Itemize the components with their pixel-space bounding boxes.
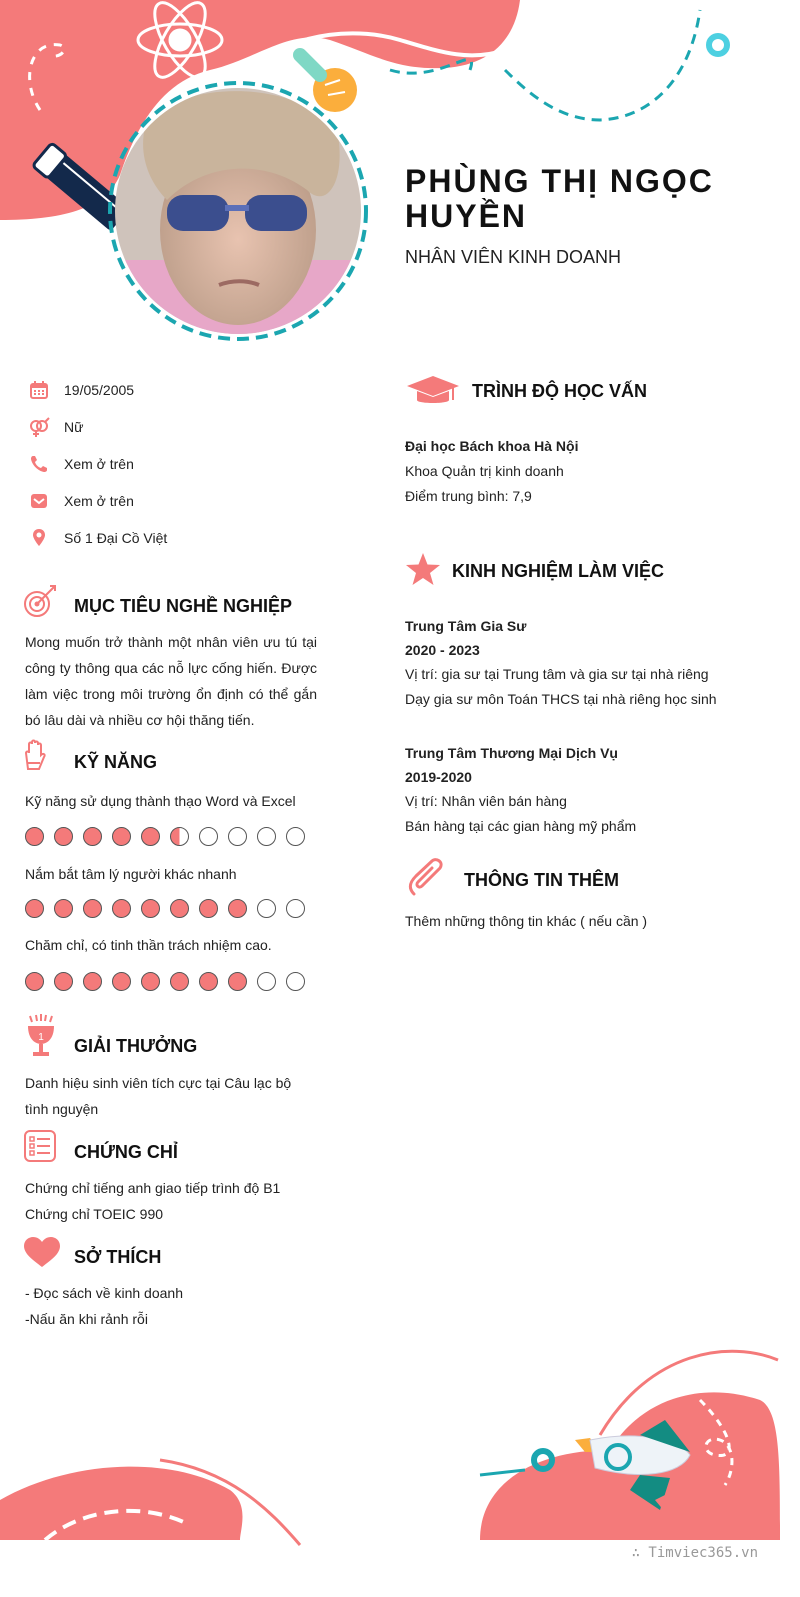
contact-email: [28, 489, 134, 513]
rating-dot: [141, 972, 160, 991]
candidate-name: PHÙNG THỊ NGỌC HUYỀN: [405, 163, 714, 234]
watermark: ∴ Timviec365.vn: [631, 1545, 758, 1561]
skill-label-1: Kỹ năng sử dụng thành thạo Word và Excel: [25, 793, 296, 809]
certificate-line-1: Chứng chỉ tiếng anh giao tiếp trình độ B1: [25, 1180, 281, 1196]
certificates-title: CHỨNG CHỈ: [74, 1142, 178, 1162]
job-2-company: Trung Tâm Thương Mại Dịch Vụ: [405, 745, 618, 761]
hobbies-title: SỞ THÍCH: [74, 1247, 162, 1267]
teal-ring-bottom: [534, 1451, 552, 1469]
calendar-icon: [28, 379, 50, 401]
skill-label-3: Chăm chỉ, có tinh thần trách nhiệm cao.: [25, 937, 272, 953]
graduation-cap-icon: [405, 374, 461, 413]
hobby-line-1: - Đọc sách về kinh doanh: [25, 1285, 183, 1301]
job-1-company: Trung Tâm Gia Sư: [405, 618, 527, 634]
rating-dot: [83, 827, 102, 846]
profile-photo: [107, 80, 369, 342]
contact-address: [28, 526, 168, 550]
heart-icon: [23, 1236, 61, 1273]
rating-dot: [228, 972, 247, 991]
rating-dot: [83, 972, 102, 991]
rating-dot: [286, 899, 305, 918]
rating-dot: [228, 827, 247, 846]
objective-text: Mong muốn trở thành một nhân viên ưu tú tại công ty thông qua các nỗ lực cống hiến. Được làm việc trong môi trường ổn định có thể gắn bó lâu dài và nhiều cơ hội thăng tiến.: [25, 634, 317, 728]
job-1-period: 2020 - 2023: [405, 642, 480, 658]
rating-dot: [25, 899, 44, 918]
awards-text: Danh hiệu sinh viên tích cực tại Câu lạc bộ tình nguyện: [25, 1075, 292, 1117]
email-icon: [28, 490, 50, 512]
job-1-desc: Dạy gia sư môn Toán THCS tại nhà riêng học sinh: [405, 691, 717, 707]
rating-dot: [286, 972, 305, 991]
objective-title: MỤC TIÊU NGHỀ NGHIỆP: [74, 596, 293, 616]
trophy-icon: [24, 1014, 58, 1063]
rating-dot: [228, 899, 247, 918]
gender-text: Nữ: [64, 419, 84, 435]
rating-dot: [257, 827, 276, 846]
rating-dot: [54, 972, 73, 991]
job-2-period: 2019-2020: [405, 769, 472, 785]
job-2-role: Vị trí: Nhân viên bán hàng: [405, 793, 567, 809]
gender-icon: [28, 416, 50, 438]
certificate-line-2: Chứng chỉ TOEIC 990: [25, 1206, 164, 1222]
experience-title: KINH NGHIỆM LÀM VIỆC: [452, 561, 665, 581]
target-icon: [22, 584, 58, 625]
skills-title: KỸ NĂNG: [74, 752, 158, 772]
rating-dot: [141, 899, 160, 918]
rating-dot: [112, 827, 131, 846]
education-title: TRÌNH ĐỘ HỌC VẤN: [472, 381, 647, 401]
location-pin-icon: [28, 527, 50, 549]
rating-dot: [199, 899, 218, 918]
rating-dot: [257, 972, 276, 991]
rating-dot: [199, 827, 218, 846]
rating-dot: [112, 899, 131, 918]
hand-icon: [23, 739, 49, 778]
rating-dot: [83, 899, 102, 918]
email-text[interactable]: Xem ở trên: [64, 493, 134, 509]
coral-blob-bottom-left: [0, 1467, 243, 1540]
rating-dot: [54, 899, 73, 918]
contact-birthday: [28, 378, 135, 402]
rating-dot: [25, 827, 44, 846]
star-icon: [405, 552, 441, 591]
hobby-line-2: -Nấu ăn khi rảnh rỗi: [25, 1311, 148, 1327]
address-text: Số 1 Đại Cồ Việt: [64, 530, 168, 546]
teal-ring: [709, 36, 727, 54]
education-school: Đại học Bách khoa Hà Nội: [405, 438, 579, 454]
extra-text: Thêm những thông tin khác ( nếu cần ): [405, 913, 648, 929]
awards-title: GIẢI THƯỞNG: [74, 1036, 198, 1056]
education-faculty: Khoa Quản trị kinh doanh: [405, 463, 564, 479]
extra-title: THÔNG TIN THÊM: [464, 870, 619, 890]
skill-label-2: Nắm bắt tâm lý người khác nhanh: [25, 866, 237, 882]
education-gpa: Điểm trung bình: 7,9: [405, 488, 532, 504]
rating-dot: [199, 972, 218, 991]
rating-dot: [170, 972, 189, 991]
rating-dot: [54, 827, 73, 846]
contact-gender: [28, 415, 84, 439]
rating-dot: [141, 827, 160, 846]
checklist-icon: [23, 1129, 57, 1168]
skill-rating-3: [25, 972, 315, 994]
svg-text:1: 1: [38, 1032, 44, 1043]
rating-dot: [257, 899, 276, 918]
phone-icon: [28, 453, 50, 475]
job-2-desc: Bán hàng tại các gian hàng mỹ phẩm: [405, 818, 637, 834]
birthday-text: 19/05/2005: [64, 382, 135, 398]
rating-dot: [112, 972, 131, 991]
rating-dot: [25, 972, 44, 991]
rating-dot: [286, 827, 305, 846]
paperclip-icon: [406, 858, 450, 905]
skill-rating-1: [25, 827, 315, 849]
job-1-role: Vị trí: gia sư tại Trung tâm và gia sư tại nhà riêng: [405, 666, 709, 682]
rating-dot: [170, 899, 189, 918]
watermark-text: Timviec365.vn: [648, 1545, 758, 1561]
contact-phone: [28, 452, 134, 476]
skill-rating-2: [25, 899, 315, 921]
rating-dot: [170, 827, 189, 846]
job-title: NHÂN VIÊN KINH DOANH: [405, 247, 622, 267]
phone-text[interactable]: Xem ở trên: [64, 456, 134, 472]
